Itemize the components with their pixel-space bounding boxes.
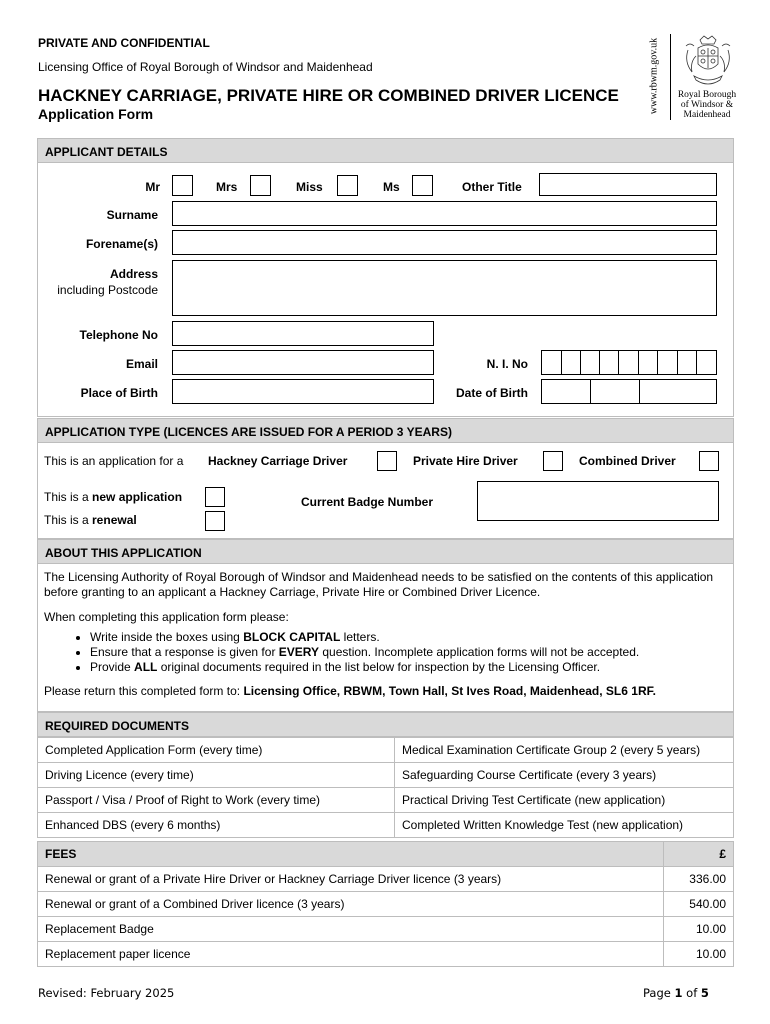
forenames-field[interactable] <box>172 230 717 255</box>
title-miss-label: Miss <box>296 180 323 194</box>
ni-cell <box>619 351 639 374</box>
date-of-birth-field[interactable] <box>541 379 717 404</box>
fee-description: Replacement Badge <box>38 917 664 942</box>
surname-field[interactable] <box>172 201 717 226</box>
combined-label: Combined Driver <box>579 454 676 468</box>
bullet-3-post: original documents required in the list below for inspection by the Licensing Officer. <box>157 660 601 674</box>
bullet-1-bold: BLOCK CAPITAL <box>243 630 341 644</box>
about-heading: ABOUT THIS APPLICATION <box>37 539 734 564</box>
about-bullet-list <box>44 630 724 675</box>
required-documents-heading: REQUIRED DOCUMENTS <box>37 712 734 737</box>
dob-month-cell <box>591 380 640 403</box>
office-label: Licensing Office of Royal Borough of Windsor and Maidenhead <box>38 60 373 74</box>
other-title-label: Other Title <box>462 180 522 194</box>
page-of: of <box>682 986 701 1000</box>
ni-cell <box>600 351 619 374</box>
private-hire-checkbox[interactable] <box>543 451 563 471</box>
fee-description: Renewal or grant of a Combined Driver licence (3 years) <box>38 892 664 917</box>
private-hire-label: Private Hire Driver <box>413 454 518 468</box>
table-row <box>38 788 734 813</box>
council-name-line2: of Windsor & <box>680 100 734 110</box>
crest-icon <box>680 34 736 90</box>
title-mr-label: Mr <box>145 180 160 194</box>
document-cell: Completed Application Form (every time) <box>38 738 395 763</box>
fee-description: Renewal or grant of a Private Hire Driver or Hackney Carriage Driver licence (3 years) <box>38 867 664 892</box>
hackney-label: Hackney Carriage Driver <box>208 454 348 468</box>
hackney-checkbox[interactable] <box>377 451 397 471</box>
bullet-2-post: question. Incomplete application forms will not be accepted. <box>319 645 640 659</box>
table-row <box>38 867 734 892</box>
revision-date: Revised: February 2025 <box>38 986 175 1000</box>
title-miss-checkbox[interactable] <box>337 175 358 196</box>
page-number <box>643 986 709 1000</box>
telephone-field[interactable] <box>172 321 434 346</box>
title-mr-checkbox[interactable] <box>172 175 193 196</box>
new-application-prefix: This is a <box>44 490 93 504</box>
place-of-birth-field[interactable] <box>172 379 434 404</box>
document-cell: Safeguarding Course Certificate (every 3 years) <box>395 763 734 788</box>
ni-cell <box>581 351 600 374</box>
title-mrs-label: Mrs <box>216 180 238 194</box>
document-cell: Driving Licence (every time) <box>38 763 395 788</box>
fee-amount: 336.00 <box>664 867 734 892</box>
renewal-bold: renewal <box>92 513 137 527</box>
page-subtitle: Application Form <box>38 106 154 122</box>
email-field[interactable] <box>172 350 434 375</box>
fee-description: Replacement paper licence <box>38 942 664 967</box>
fees-table <box>37 841 734 967</box>
bullet-1-post: letters. <box>340 630 380 644</box>
address-note: including Postcode <box>57 283 158 297</box>
forenames-label: Forename(s) <box>85 237 158 251</box>
return-address-bold: Licensing Office, RBWM, Town Hall, St Ives Road, Maidenhead, SL6 1RF. <box>243 684 656 698</box>
ni-cell <box>678 351 697 374</box>
title-ms-checkbox[interactable] <box>412 175 433 196</box>
new-application-bold: new application <box>92 490 183 504</box>
fee-amount: 10.00 <box>664 942 734 967</box>
other-title-field[interactable] <box>539 173 717 196</box>
table-row <box>38 738 734 763</box>
email-label: Email <box>125 357 158 371</box>
bullet-every-question <box>90 645 724 660</box>
bullet-3-bold: ALL <box>134 660 158 674</box>
currency-symbol: £ <box>664 842 734 867</box>
bullet-original-documents <box>90 660 724 675</box>
bullet-1-pre: Write inside the boxes using <box>90 630 244 644</box>
ni-cell <box>639 351 658 374</box>
council-url <box>640 30 668 122</box>
telephone-label: Telephone No <box>79 328 158 342</box>
page-prefix: Page <box>643 986 675 1000</box>
bullet-block-capitals <box>90 630 724 645</box>
address-label: Address <box>109 267 158 281</box>
new-application-label <box>44 490 182 504</box>
about-paragraph: The Licensing Authority of Royal Borough of Windsor and Maidenhead needs to be satisfied on the contents of this application before granting to an applicant a Hackney Carriage, Private Hire or Combined Driver Licence. <box>44 570 714 599</box>
page-title: HACKNEY CARRIAGE, PRIVATE HIRE OR COMBINED DRIVER LICENCE <box>38 86 619 105</box>
surname-label: Surname <box>106 208 158 222</box>
document-cell: Enhanced DBS (every 6 months) <box>38 813 395 838</box>
dob-day-cell <box>542 380 591 403</box>
ni-label: N. I. No <box>486 357 528 371</box>
fees-header-row <box>38 842 734 867</box>
ni-cell <box>658 351 678 374</box>
fee-amount: 10.00 <box>664 917 734 942</box>
table-row <box>38 763 734 788</box>
required-documents-table <box>37 737 734 838</box>
place-of-birth-label: Place of Birth <box>80 386 158 400</box>
page-current: 1 <box>674 986 683 1000</box>
bullet-2-bold: EVERY <box>278 645 320 659</box>
title-mrs-checkbox[interactable] <box>250 175 271 196</box>
address-field[interactable] <box>172 260 717 316</box>
application-intro: This is an application for a <box>44 454 184 468</box>
renewal-prefix: This is a <box>44 513 93 527</box>
about-instructions: When completing this application form please: <box>44 610 289 624</box>
return-address <box>44 684 724 699</box>
logo-divider <box>670 34 671 120</box>
bullet-3-pre: Provide <box>90 660 135 674</box>
ni-cell <box>542 351 562 374</box>
council-name <box>672 90 742 120</box>
renewal-label <box>44 513 137 527</box>
ni-cell <box>562 351 581 374</box>
document-cell: Passport / Visa / Proof of Right to Work (every time) <box>38 788 395 813</box>
application-type-heading: APPLICATION TYPE (LICENCES ARE ISSUED FOR A PERIOD 3 YEARS) <box>37 418 734 443</box>
fee-amount: 540.00 <box>664 892 734 917</box>
document-cell: Medical Examination Certificate Group 2 (every 5 years) <box>395 738 734 763</box>
date-of-birth-label: Date of Birth <box>456 386 528 400</box>
table-row <box>38 892 734 917</box>
applicant-details-heading: APPLICANT DETAILS <box>37 138 734 163</box>
renewal-checkbox[interactable] <box>205 511 225 531</box>
badge-number-field[interactable] <box>477 481 719 521</box>
new-application-checkbox[interactable] <box>205 487 225 507</box>
combined-checkbox[interactable] <box>699 451 719 471</box>
bullet-2-pre: Ensure that a response is given for <box>90 645 279 659</box>
table-row <box>38 917 734 942</box>
page-total: 5 <box>700 986 709 1000</box>
return-prefix: Please return this completed form to: <box>44 684 244 698</box>
council-name-line3: Maidenhead <box>683 110 731 120</box>
ni-number-field[interactable] <box>541 350 717 375</box>
title-ms-label: Ms <box>383 180 400 194</box>
badge-number-label: Current Badge Number <box>301 495 434 509</box>
table-row <box>38 813 734 838</box>
confidential-label: PRIVATE AND CONFIDENTIAL <box>38 36 210 50</box>
fees-heading: FEES <box>38 842 664 867</box>
council-name-line1: Royal Borough <box>677 90 737 100</box>
document-cell: Completed Written Knowledge Test (new application) <box>395 813 734 838</box>
table-row <box>38 942 734 967</box>
council-url-text: www.rbwm.gov.uk <box>648 37 660 115</box>
document-cell: Practical Driving Test Certificate (new application) <box>395 788 734 813</box>
